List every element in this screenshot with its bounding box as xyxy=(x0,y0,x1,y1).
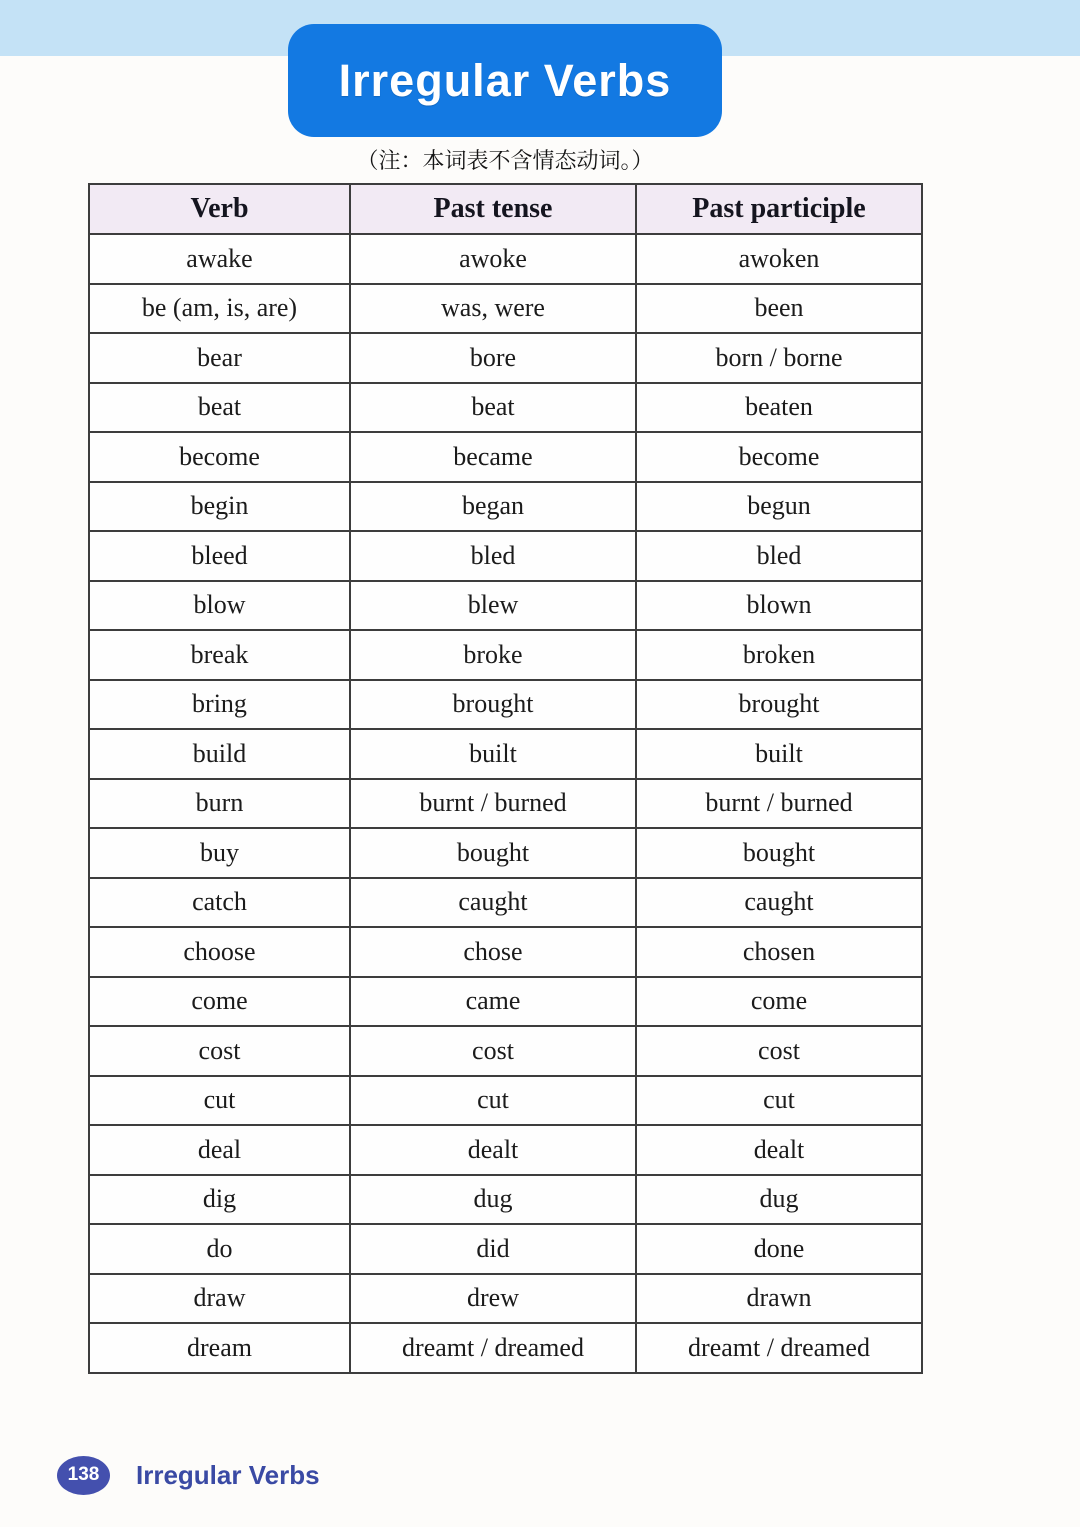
table-cell: brought xyxy=(636,680,922,730)
table-cell: chose xyxy=(350,927,636,977)
table-cell: become xyxy=(89,432,350,482)
table-cell: bought xyxy=(636,828,922,878)
table-cell: buy xyxy=(89,828,350,878)
table-cell: bought xyxy=(350,828,636,878)
page-number-badge: 138 xyxy=(57,1456,110,1495)
column-header-past-participle: Past participle xyxy=(636,184,922,234)
table-cell: blow xyxy=(89,581,350,631)
table-cell: burnt / burned xyxy=(350,779,636,829)
table-row xyxy=(89,878,922,928)
table-row xyxy=(89,531,922,581)
table-row xyxy=(89,1323,922,1373)
table-cell: was, were xyxy=(350,284,636,334)
table-cell: blown xyxy=(636,581,922,631)
table-row xyxy=(89,630,922,680)
page-title: Irregular Verbs xyxy=(338,54,672,106)
table-cell: bore xyxy=(350,333,636,383)
table-row xyxy=(89,581,922,631)
table-cell: dug xyxy=(636,1175,922,1225)
irregular-verbs-table xyxy=(88,183,923,1374)
table-cell: began xyxy=(350,482,636,532)
table-row xyxy=(89,977,922,1027)
table-cell: dealt xyxy=(350,1125,636,1175)
table-cell: broke xyxy=(350,630,636,680)
table-cell: dream xyxy=(89,1323,350,1373)
table-row xyxy=(89,1026,922,1076)
table-header-row xyxy=(89,184,922,234)
table-cell: beat xyxy=(350,383,636,433)
table-row xyxy=(89,234,922,284)
table-cell: beaten xyxy=(636,383,922,433)
footer-section-label: Irregular Verbs xyxy=(136,1459,320,1490)
page-title-banner xyxy=(288,24,722,137)
table-row xyxy=(89,383,922,433)
table-cell: dreamt / dreamed xyxy=(350,1323,636,1373)
table-cell: did xyxy=(350,1224,636,1274)
table-cell: begun xyxy=(636,482,922,532)
table-cell: cost xyxy=(636,1026,922,1076)
table-cell: caught xyxy=(636,878,922,928)
table-cell: come xyxy=(89,977,350,1027)
table-row xyxy=(89,1274,922,1324)
page-footer xyxy=(57,1455,320,1495)
table-cell: become xyxy=(636,432,922,482)
table-cell: burn xyxy=(89,779,350,829)
table-row xyxy=(89,1224,922,1274)
table-cell: bear xyxy=(89,333,350,383)
table-cell: drawn xyxy=(636,1274,922,1324)
table-cell: bled xyxy=(350,531,636,581)
table-cell: build xyxy=(89,729,350,779)
table-cell: chosen xyxy=(636,927,922,977)
table-cell: built xyxy=(636,729,922,779)
table-cell: draw xyxy=(89,1274,350,1324)
table-row xyxy=(89,779,922,829)
table-cell: catch xyxy=(89,878,350,928)
table-cell: begin xyxy=(89,482,350,532)
note-text: （注：本词表不含情态动词。） xyxy=(356,148,654,173)
table-cell: awoke xyxy=(350,234,636,284)
table-cell: born / borne xyxy=(636,333,922,383)
table-cell: be (am, is, are) xyxy=(89,284,350,334)
table-cell: beat xyxy=(89,383,350,433)
table-cell: dreamt / dreamed xyxy=(636,1323,922,1373)
verb-table-body xyxy=(89,234,922,1373)
table-cell: built xyxy=(350,729,636,779)
table-cell: deal xyxy=(89,1125,350,1175)
table-cell: blew xyxy=(350,581,636,631)
table-cell: come xyxy=(636,977,922,1027)
column-header-past-tense: Past tense xyxy=(350,184,636,234)
table-row xyxy=(89,1125,922,1175)
table-cell: dug xyxy=(350,1175,636,1225)
table-cell: cost xyxy=(350,1026,636,1076)
table-cell: caught xyxy=(350,878,636,928)
table-row xyxy=(89,828,922,878)
table-cell: choose xyxy=(89,927,350,977)
table-cell: cut xyxy=(89,1076,350,1126)
table-row xyxy=(89,482,922,532)
table-cell: done xyxy=(636,1224,922,1274)
table-cell: broken xyxy=(636,630,922,680)
table-row xyxy=(89,1175,922,1225)
table-cell: bleed xyxy=(89,531,350,581)
table-row xyxy=(89,680,922,730)
table-cell: awake xyxy=(89,234,350,284)
table-cell: bring xyxy=(89,680,350,730)
table-row xyxy=(89,927,922,977)
table-cell: cut xyxy=(350,1076,636,1126)
column-header-verb: Verb xyxy=(89,184,350,234)
table-row xyxy=(89,729,922,779)
table-row xyxy=(89,284,922,334)
table-cell: drew xyxy=(350,1274,636,1324)
table-cell: bled xyxy=(636,531,922,581)
table-cell: dealt xyxy=(636,1125,922,1175)
table-cell: do xyxy=(89,1224,350,1274)
table-cell: been xyxy=(636,284,922,334)
table-cell: cut xyxy=(636,1076,922,1126)
table-cell: became xyxy=(350,432,636,482)
table-cell: brought xyxy=(350,680,636,730)
table-row xyxy=(89,333,922,383)
table-cell: dig xyxy=(89,1175,350,1225)
table-row xyxy=(89,432,922,482)
table-row xyxy=(89,1076,922,1126)
table-cell: burnt / burned xyxy=(636,779,922,829)
table-cell: break xyxy=(89,630,350,680)
table-cell: cost xyxy=(89,1026,350,1076)
table-cell: came xyxy=(350,977,636,1027)
table-cell: awoken xyxy=(636,234,922,284)
